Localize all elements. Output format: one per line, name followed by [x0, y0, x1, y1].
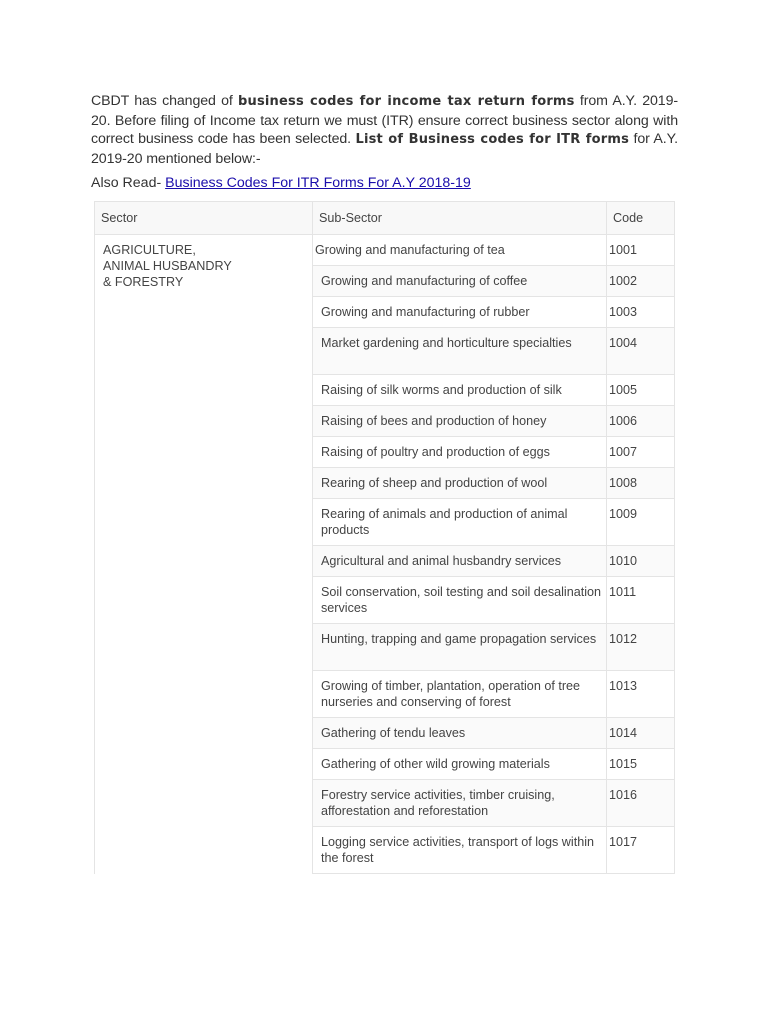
sector-line: ANIMAL HUSBANDRY: [103, 259, 232, 273]
sector-line: AGRICULTURE,: [103, 243, 196, 257]
header-code: Code: [607, 202, 675, 235]
sub-sector-cell: Forestry service activities, timber cruising, afforestation and reforestation: [313, 780, 607, 827]
code-cell: 1005: [607, 375, 675, 406]
intro-bold-1: business codes for income tax return forms: [237, 94, 575, 109]
code-cell: 1009: [607, 499, 675, 546]
table-row: [95, 235, 675, 266]
sub-sector-cell: Growing and manufacturing of coffee: [313, 266, 607, 297]
code-cell: 1003: [607, 297, 675, 328]
code-cell: 1006: [607, 406, 675, 437]
code-cell: 1011: [607, 577, 675, 624]
sub-sector-cell: Growing and manufacturing of rubber: [313, 297, 607, 328]
sub-sector-cell: Rearing of sheep and production of wool: [313, 468, 607, 499]
code-cell: 1007: [607, 437, 675, 468]
code-cell: 1013: [607, 671, 675, 718]
sub-sector-cell: Gathering of tendu leaves: [313, 718, 607, 749]
code-cell: 1015: [607, 749, 675, 780]
sub-sector-cell: Gathering of other wild growing materials: [313, 749, 607, 780]
sector-cell: [95, 235, 313, 874]
intro-text-3: for A.Y. 2019-20 mentioned below:-: [91, 131, 678, 167]
code-cell: 1016: [607, 780, 675, 827]
also-read-prefix: Also Read-: [91, 175, 166, 191]
table-header-row: [95, 202, 675, 235]
sub-sector-cell: Market gardening and horticulture specialties: [313, 328, 607, 375]
sub-sector-cell: Raising of bees and production of honey: [313, 406, 607, 437]
code-cell: 1001: [607, 235, 675, 266]
intro-bold-2: List of Business codes for ITR forms: [355, 132, 630, 147]
also-read: [91, 173, 471, 193]
intro-text-1: CBDT has changed of: [91, 93, 238, 109]
intro-paragraph: [91, 92, 678, 168]
sub-sector-cell: Soil conservation, soil testing and soil desalination services: [313, 577, 607, 624]
code-cell: 1002: [607, 266, 675, 297]
sub-sector-cell: Growing and manufacturing of tea: [313, 235, 607, 266]
sub-sector-cell: Growing of timber, plantation, operation of tree nurseries and conserving of forest: [313, 671, 607, 718]
code-cell: 1017: [607, 827, 675, 874]
code-cell: 1010: [607, 546, 675, 577]
also-read-link[interactable]: Business Codes For ITR Forms For A.Y 2018-19: [165, 175, 471, 191]
code-cell: 1004: [607, 328, 675, 375]
sub-sector-cell: Agricultural and animal husbandry services: [313, 546, 607, 577]
header-sector: Sector: [95, 202, 313, 235]
code-cell: 1014: [607, 718, 675, 749]
code-cell: 1012: [607, 624, 675, 671]
sub-sector-cell: Logging service activities, transport of logs within the forest: [313, 827, 607, 874]
intro-text-2: from A.Y. 2019-20. Before filing of Income tax return we must (ITR) ensure correct business sector along with correct business code has been selected.: [91, 93, 678, 147]
sub-sector-cell: Rearing of animals and production of animal products: [313, 499, 607, 546]
sub-sector-cell: Raising of silk worms and production of silk: [313, 375, 607, 406]
sub-sector-cell: Hunting, trapping and game propagation services: [313, 624, 607, 671]
business-codes-table: [94, 201, 675, 874]
sector-line: & FORESTRY: [103, 275, 184, 289]
sub-sector-cell: Raising of poultry and production of eggs: [313, 437, 607, 468]
header-sub-sector: Sub-Sector: [313, 202, 607, 235]
code-cell: 1008: [607, 468, 675, 499]
